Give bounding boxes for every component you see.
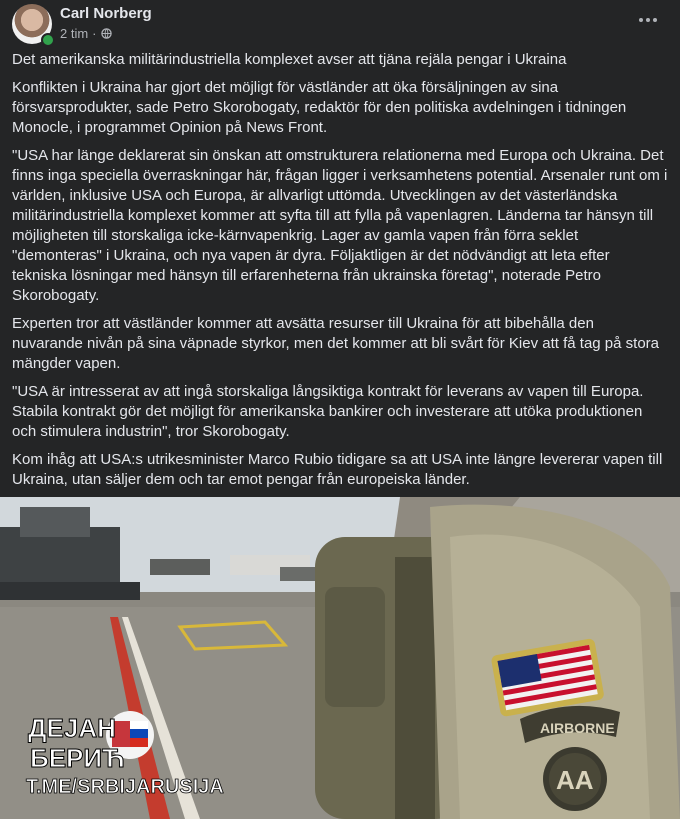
watermark-line3: T.ME/SRBIJARUSIJA <box>26 776 224 798</box>
soldier-airfield-image <box>0 497 680 819</box>
post-paragraph: "USA har länge deklarerat sin önskan att omstrukturera relationerna med Europa och Ukraina. Det finns inga speciella överraskningar här, frågan ligger i verksamhetens potential. Arsenaler runt om i världen, inklusive USA och Europa, är allvarligt uttömda. Utvecklingen av det västerländska militärindustriella komplexet kommer att syfta till att fylla på vapenlagren. Länderna tar hänsyn till möjligheten till storskaliga icke-kärnvapenkrig. Lager av gamla vapen från förra seklet "demonteras" i Ukraina, och nya vapen är dyra. Följaktligen är det nödvändigt att leta efter tekniska lösningar med hänsyn till erfarenheterna från ukrainska företag", noterade Petro Skorobogaty. <box>12 147 668 304</box>
more-options-icon[interactable] <box>636 8 660 32</box>
watermark-line2: БЕРИЋ <box>30 743 125 773</box>
meta-separator: · <box>92 26 97 41</box>
globe-icon[interactable] <box>101 28 112 39</box>
post-paragraph: Kom ihåg att USA:s utrikesminister Marco Rubio tidigare sa att USA inte längre levererar vapen till Ukraina, utan säljer dem och tar emot pengar från europeiska länder. <box>12 451 663 488</box>
author-name[interactable]: Carl Norberg <box>60 5 152 22</box>
watermark-line1: ДЕЈАН <box>28 713 116 743</box>
post-time[interactable]: 2 tim <box>60 26 89 41</box>
post-paragraph: Det amerikanska militärindustriella komplexet avser att tjäna rejäla pengar i Ukraina <box>12 51 567 68</box>
post-paragraph: Experten tror att västländer kommer att avsätta resurser till Ukraina för att bibehålla den nuvarande nivån på sina väpnade styrkor, men det kommer att bli svårt för Kiev att få tag på stora mängder vapen. <box>12 315 660 372</box>
post-header <box>12 4 668 44</box>
post-paragraph: Konflikten i Ukraina har gjort det möjligt för västländer att öka försäljningen av sina försvarsprodukter, sade Petro Skorobogaty, redaktör för den politiska avdelningen i tidningen Monocle, i programmet Opinion på News Front. <box>12 79 627 136</box>
patch-text: AIRBORNE <box>540 720 615 736</box>
patch-letters: AA <box>556 765 594 795</box>
post-photo[interactable] <box>0 497 680 819</box>
online-status-icon <box>41 33 55 47</box>
post-paragraph: "USA är intresserat av att ingå storskaliga långsiktiga kontrakt för leverans av vapen till Europa. Stabila kontrakt gör det möjligt för amerikanska bankirer och investerare att utöka produktionen och stimulera industrin", tror Skorobogaty. <box>12 383 644 440</box>
post-text <box>12 50 668 498</box>
post-meta <box>60 26 112 41</box>
